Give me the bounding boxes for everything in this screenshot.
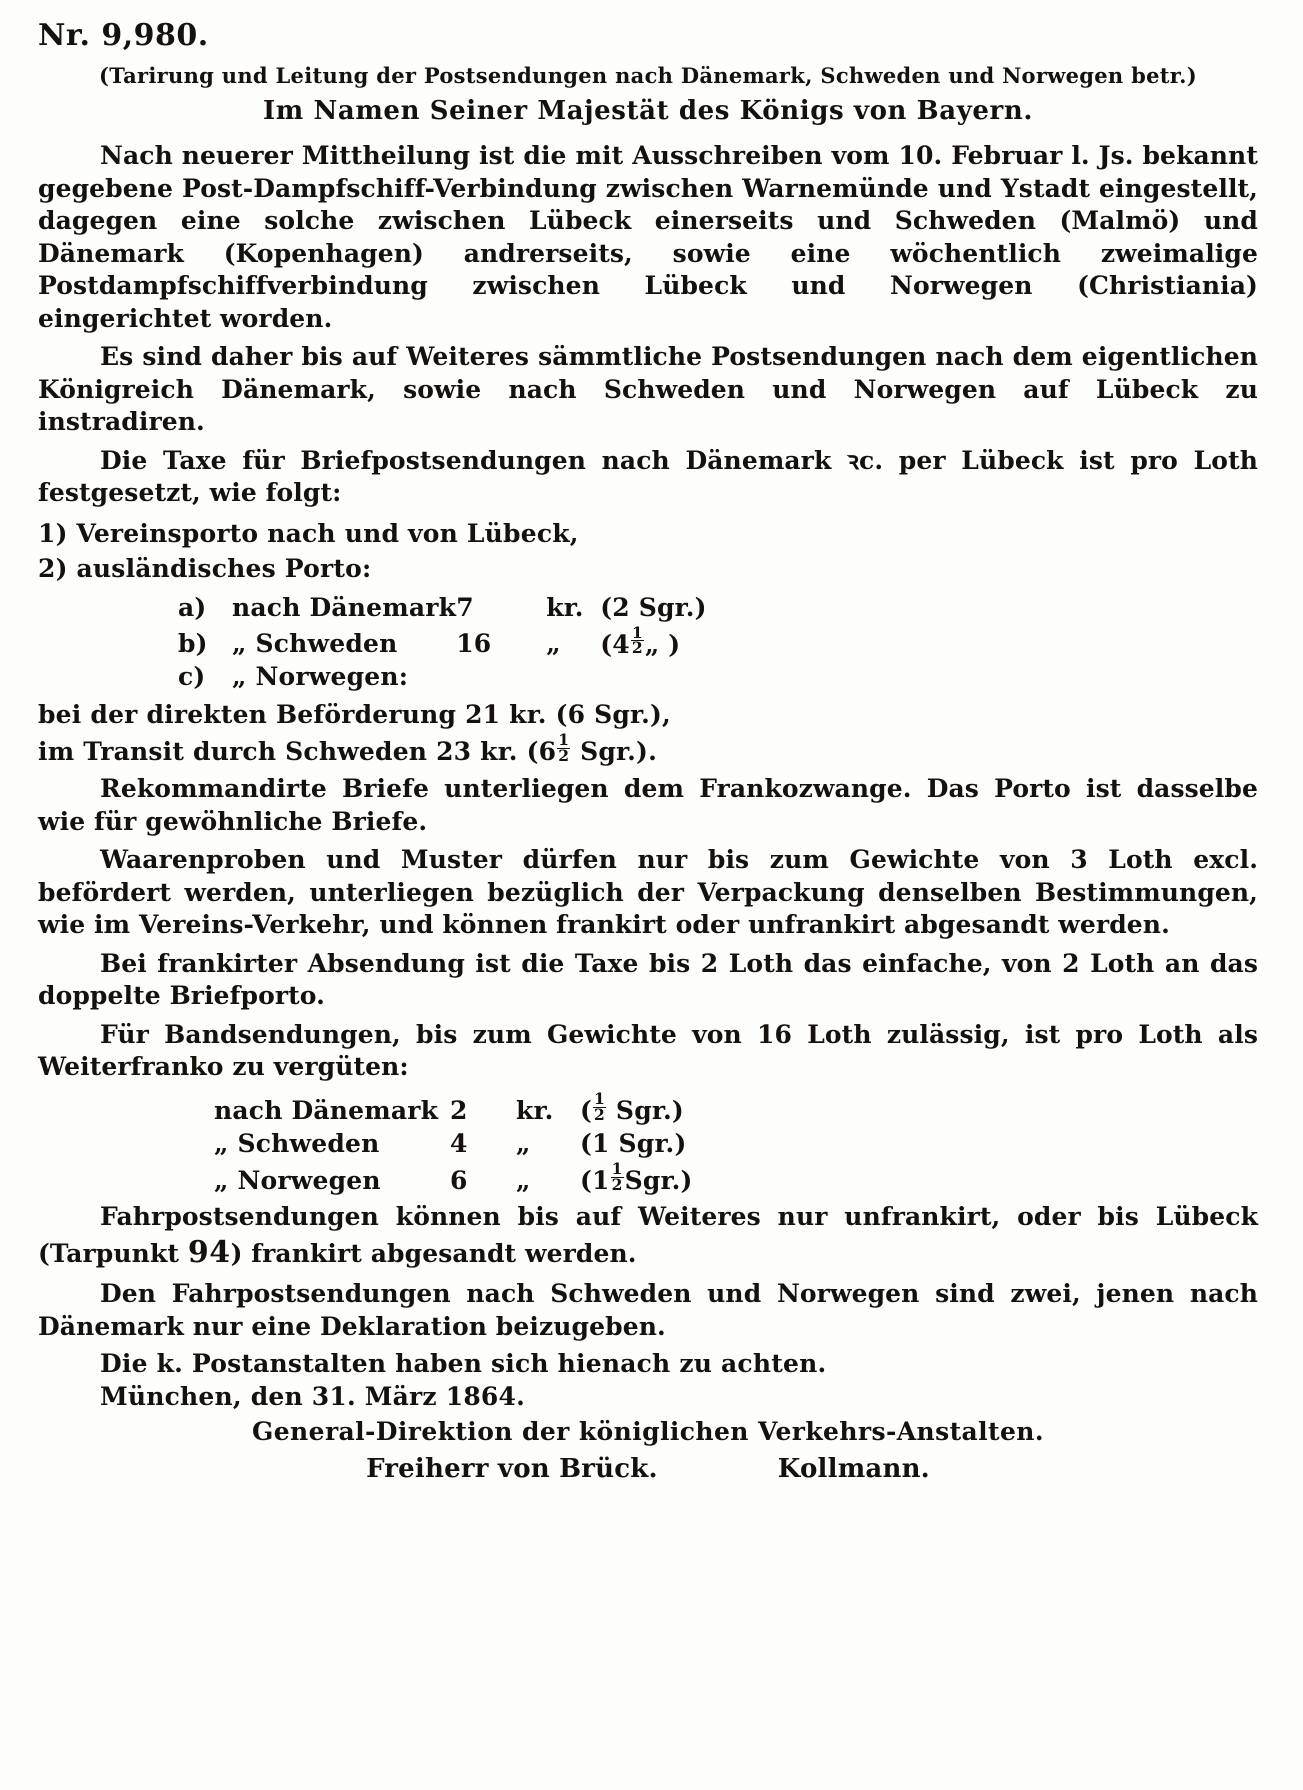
rate-sgr-close: Sgr.) [638,592,707,622]
band-unit: „ [516,1165,531,1195]
band-destination: „ Schweden [214,1128,380,1158]
document-number: Nr. 9,980. [38,18,209,53]
fahrpost-text-pre: Fahrpostsendungen können bis auf Weiteres nur unfrankirt, oder bis Lübeck (Tarpunkt [38,1201,1258,1269]
paragraph: Für Bandsendungen, bis zum Gewichte von 16 Loth zulässig, ist pro Loth als Weiterfranko zu vergüten: [38,1019,1258,1082]
porto-list [38,516,1258,587]
document-body [38,18,1258,1484]
fraction-denominator: 2 [594,1104,606,1124]
band-destination: nach Dänemark [214,1095,439,1125]
norway-rate-list [38,697,1258,769]
table-row [38,1160,693,1197]
signature-first: Freiherr von Brück. [366,1454,658,1485]
rate-unit: kr. [546,592,584,622]
list-item: 2) ausländisches Porto: [38,554,372,583]
band-sgr-open: ( [580,1095,593,1125]
paragraph: Rekommandirte Briefe unterliegen dem Frankozwange. Das Porto ist dasselbe wie für gewöhnliche Briefe. [38,774,1258,836]
table-row [38,624,707,661]
rate-sgr [600,591,706,624]
norway-line-text: bei der direkten Beförderung 21 kr. (6 Sgr.), [38,700,671,730]
closing-line: Die k. Postanstalten haben sich hienach zu achten. [100,1349,827,1379]
fraction-numerator: 1 [558,729,570,749]
document-heading: Im Namen Seiner Majestät des Königs von Bayern. [262,96,1034,126]
table-row [38,660,707,693]
rate-marker: a) [178,592,207,622]
norway-line-suffix: Sgr.). [571,736,657,766]
band-sgr [580,1127,693,1160]
fahrpost-text-post: ) frankirt abgesandt werden. [230,1239,637,1269]
issuing-authority: General-Direktion der königlichen Verkehrs-Anstalten. [252,1417,1044,1447]
rate-sgr [600,624,706,661]
band-sgr [580,1160,693,1197]
norway-line-text: im Transit durch Schweden 23 kr. (6 [38,736,557,766]
band-sgr-close: Sgr.) [624,1165,693,1195]
fraction [557,729,570,765]
table-row [38,591,707,624]
paragraph: Die Taxe für Briefpostsendungen nach Dänemark ꝛc. per Lübeck ist pro Loth festgesetzt, wie folgt: [38,445,1258,507]
fraction [611,1158,624,1194]
signature-block [38,1454,1258,1484]
letter-rate-table [38,591,707,694]
rate-amount: 7 [456,592,474,622]
dateline: München, den 31. März 1864. [100,1382,526,1412]
fraction [593,1088,606,1124]
band-destination: „ Norwegen [214,1165,381,1195]
fraction-denominator: 2 [611,1174,623,1194]
rate-marker: c) [178,662,206,692]
tariff-point-number: 94 [187,1235,231,1271]
rate-unit: „ [546,629,561,659]
band-sgr-open: (1 [580,1165,610,1195]
paragraph: Bei frankirter Absendung ist die Taxe bis 2 Loth das einfache, von 2 Loth an das doppelte Briefporto. [38,948,1258,1011]
band-unit: „ [516,1128,531,1158]
paragraph: Es sind daher bis auf Weiteres sämmtliche Postsendungen nach dem eigentlichen Königreich Dänemark, sowie nach Schweden und Norwegen auf Lübeck zu instradiren. [38,342,1258,436]
fraction-denominator: 2 [558,745,570,765]
document-subject: (Tarirung und Leitung der Postsendungen nach Dänemark, Schweden und Norwegen betr.) [98,63,1198,88]
paragraph: Nach neuerer Mittheilung ist die mit Ausschreiben vom 10. Februar l. Js. bekannt gegebene Post-Dampfschiff-Verbindung zwischen Warnemünde und Ystadt eingestellt, dagegen eine solche zwischen Lübeck einerseits und Schweden (Malmö) und Dänemark (Kopenhagen) andrerseits, sowie eine wöchentlich zweimalige Postdampfschiffverbindung zwischen Lübeck und Norwegen (Christiania) eingerichtet worden. [38,141,1258,333]
signature-second: Kollmann. [777,1454,930,1485]
rate-sgr-open: (4 [600,629,630,659]
paragraph-fahrpost [38,1201,1258,1273]
fraction-numerator: 1 [594,1088,606,1108]
table-row [38,1127,693,1160]
rate-destination: nach Dänemark [232,592,457,622]
paragraph: Den Fahrpostsendungen nach Schweden und Norwegen sind zwei, jenen nach Dänemark nur eine Deklaration beizugeben. [38,1279,1258,1341]
rate-destination: „ Schweden [232,629,398,659]
band-sgr-open: (1 [580,1128,610,1158]
fraction-numerator: 1 [631,622,643,642]
band-sgr-close: Sgr.) [609,1128,687,1158]
list-item [38,697,1258,733]
list-item [38,729,1258,769]
fraction-numerator: 1 [611,1158,623,1178]
fraction-denominator: 2 [631,638,643,658]
band-sgr [580,1090,693,1127]
band-amount: 4 [450,1128,468,1158]
band-amount: 2 [450,1095,468,1125]
list-item: 1) Vereinsporto nach und von Lübeck, [38,518,579,548]
fraction [631,622,644,658]
band-sgr-close: Sgr.) [607,1095,684,1125]
paragraph: Waarenproben und Muster dürfen nur bis zum Gewichte von 3 Loth excl. befördert werden, unterliegen bezüglich der Verpackung denselben Bestimmungen, wie im Vereins-Verkehr, und können frankirt oder unfrankirt abgesandt werden. [38,845,1258,940]
rate-sgr-open: (2 [600,592,630,622]
rate-sgr-close: „ ) [644,629,681,659]
table-row [38,1090,693,1127]
rate-destination: „ Norwegen: [232,662,409,692]
band-amount: 6 [450,1165,468,1195]
band-rate-table [38,1090,693,1197]
band-unit: kr. [516,1095,554,1125]
rate-amount: 16 [456,629,492,659]
rate-marker: b) [178,629,208,659]
